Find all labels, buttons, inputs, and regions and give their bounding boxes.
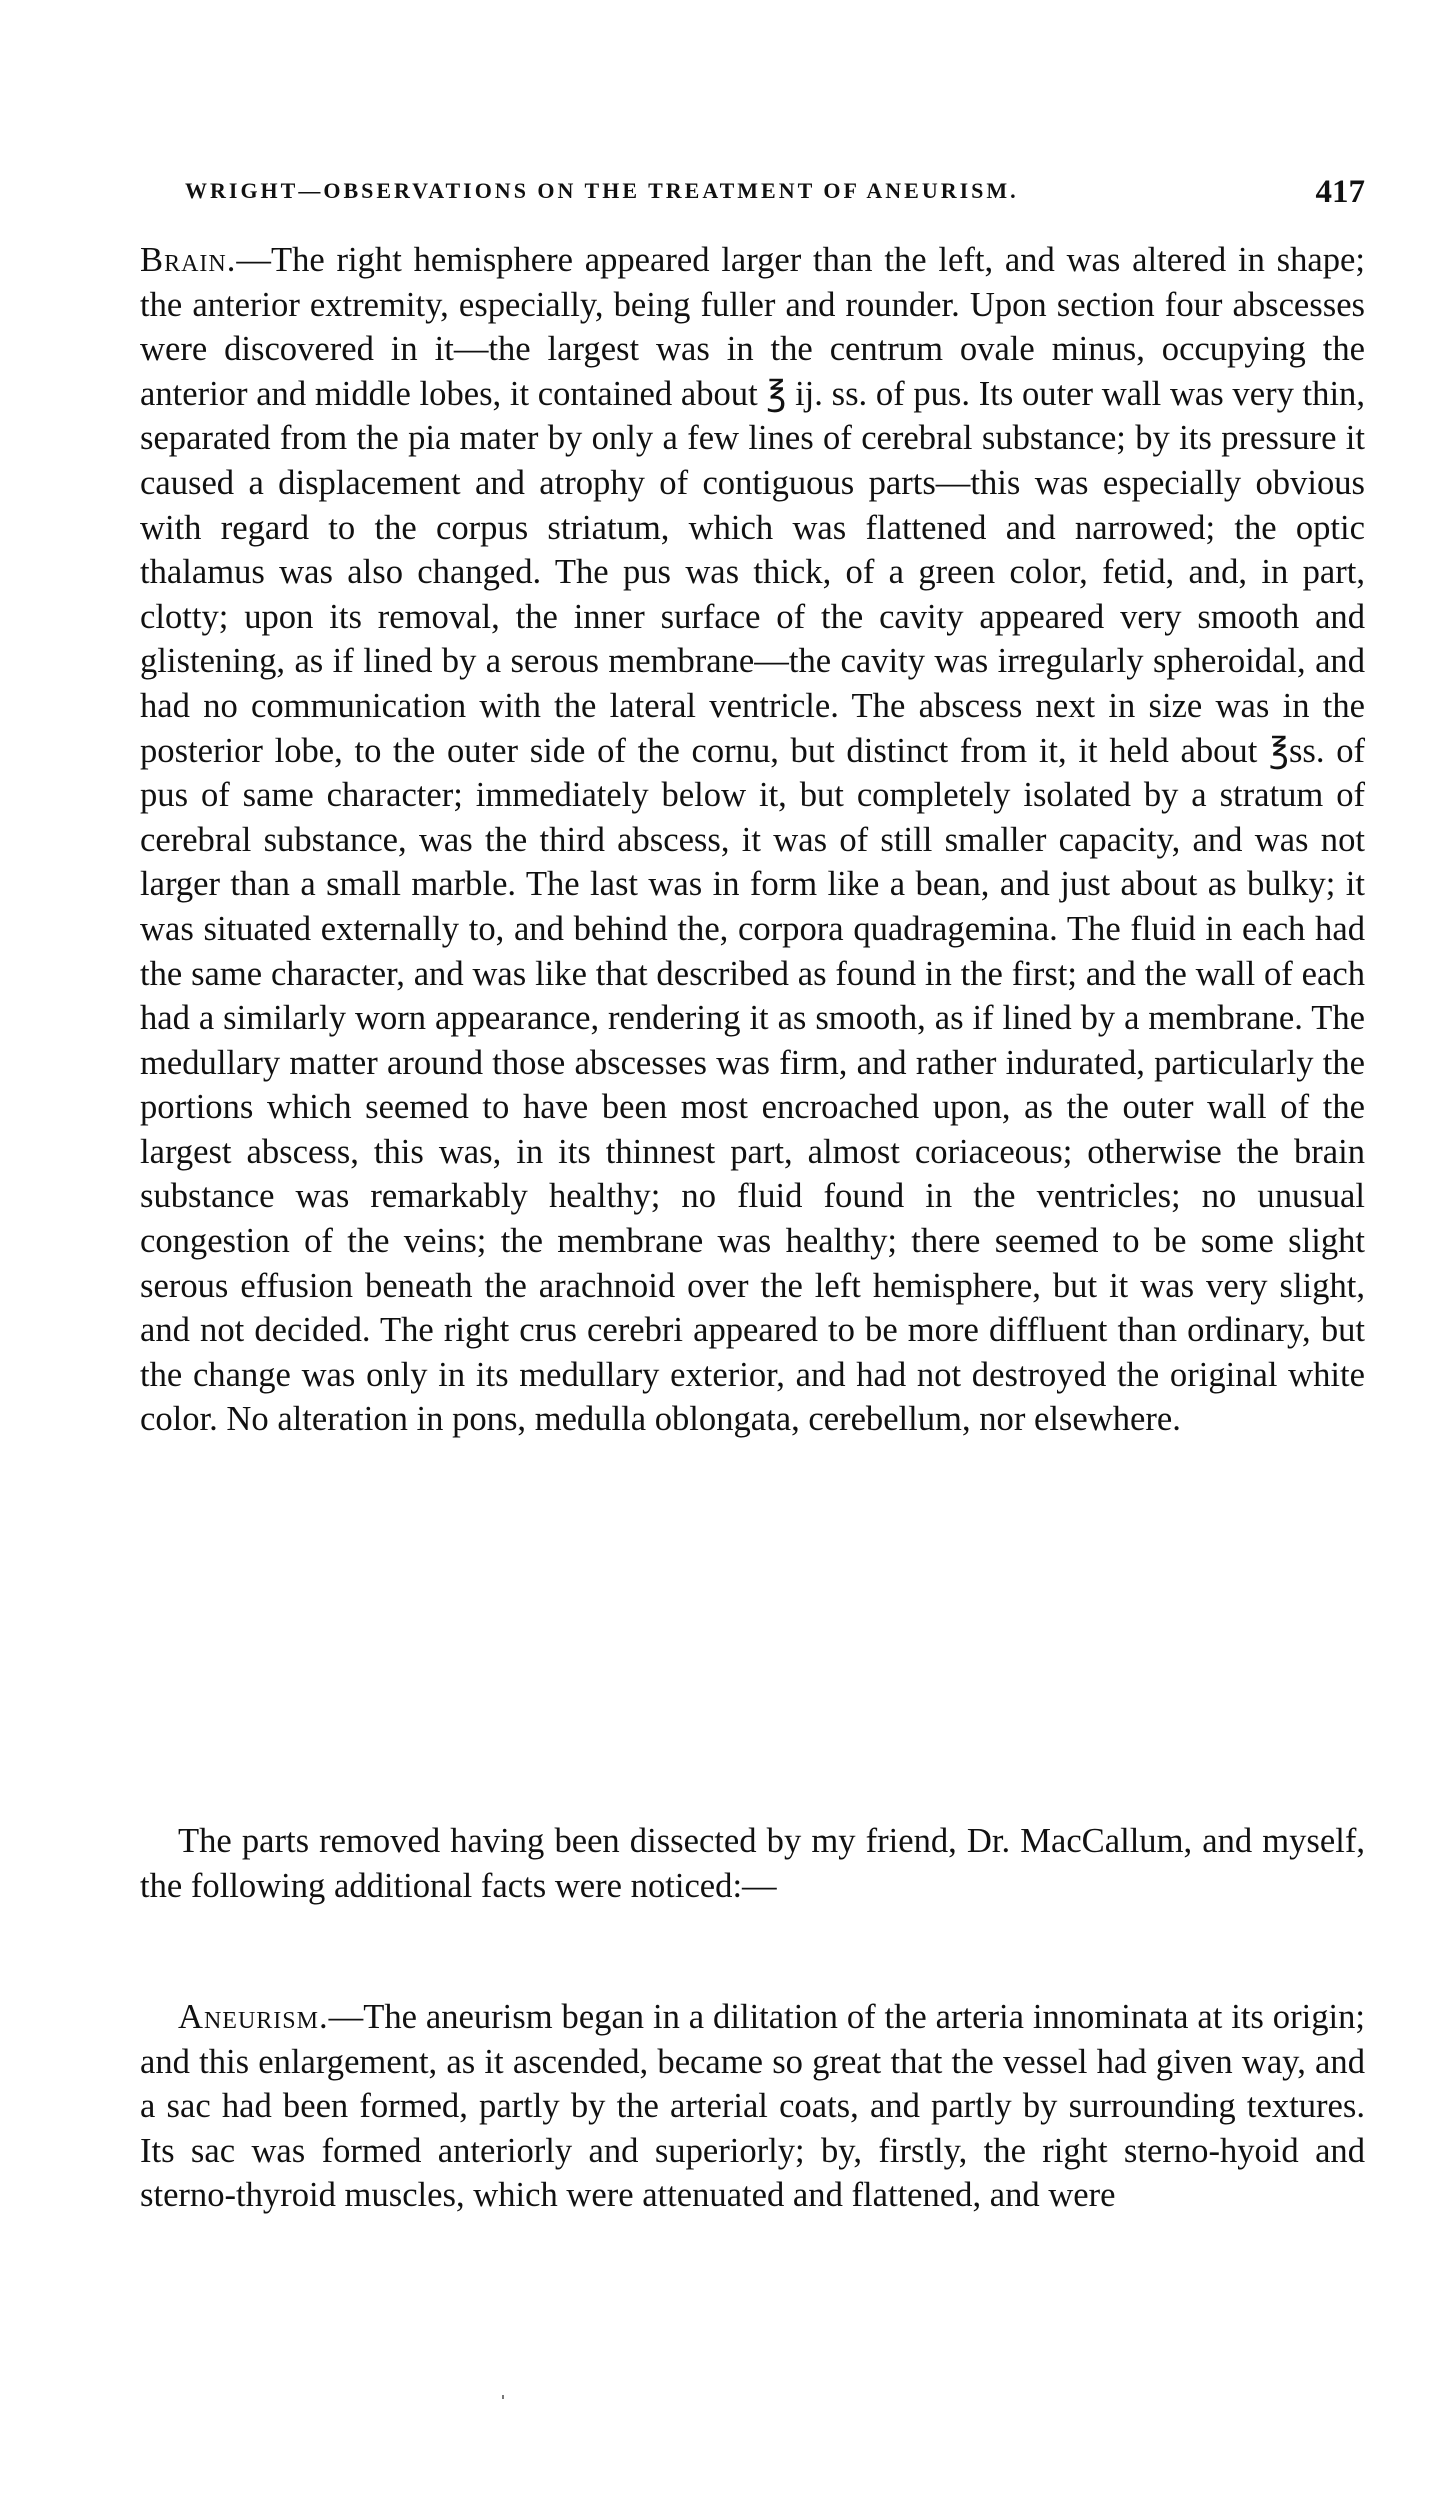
paragraph-text: —The right hemisphere appeared larger than the left, and was altered in shape; the anterior extremity, especially, being fuller and rounder. Upon section four abscesses were discovered in it—the largest was in the centrum ovale minus, occupying the anterior and middle lobes, it contained about ℥ ij. ss. of pus. Its outer wall was very thin, separated from the pia mater by only a few lines of cerebral substance; by its pressure it caused a displacement and atrophy of contiguous parts—this was especially obvious with regard to the corpus striatum, which was flattened and narrowed; the optic thalamus was also changed. The pus was thick, of a green color, fetid, and, in part, clotty; upon its removal, the inner surface of the cavity appeared very smooth and glistening, as if lined by a serous membrane—the cavity was irregularly spheroidal, and had no communication with the lateral ventricle. The abscess next in size was in the posterior lobe, to the outer side of the cornu, but distinct from it, it held about ℥ss. of pus of same character; immediately below it, but completely isolated by a stratum of cerebral substance, was the third abscess, it was of still smaller capacity, and was not larger than a small marble. The last was in form like a bean, and just about as bulky; it was situated externally to, and behind the, corpora quadragemina. The fluid in each had the same character, and was like that described as found in the first; and the wall of each had a similarly worn appearance, rendering it as smooth, as if lined by a membrane. The medullary matter around those abscesses was firm, and rather indurated, particularly the portions which seemed to have been most encroached upon, as the outer wall of the largest abscess, this was, in its thinnest part, almost coriaceous; otherwise the brain substance was remarkably healthy; no fluid found in the ventricles; no unusual congestion of the veins; the membrane was healthy; there seemed to be some slight serous effusion beneath the arachnoid over the left hemisphere, but it was very slight, and not decided. The right crus cerebri appeared to be more diffluent than ordinary, but the change was only in its medullary exterior, and had not destroyed the original white color. No alteration in pons, medulla oblongata, cerebellum, nor elsewhere.: [140, 241, 1365, 1439]
paragraph-lead: Aneurism.: [178, 1998, 329, 2036]
paragraph-text: —The aneurism began in a dilitation of the arteria innominata at its origin; and this enlargement, as it ascended, became so great that the vessel had given way, and a sac had been formed, partly by the arterial coats, and partly by surrounding textures. Its sac was formed anteriorly and superiorly; by, firstly, the right sterno-hyoid and sterno-thyroid muscles, which were attenuated and flattened, and were: [140, 1998, 1365, 2215]
paragraph-aneurism: [140, 1995, 1365, 2218]
page-number: 417: [1315, 174, 1365, 210]
paragraph-lead: Brain.: [140, 241, 237, 279]
paragraph-dissection: [140, 1819, 1365, 1908]
print-speck: [502, 2395, 504, 2399]
running-head: WRIGHT—OBSERVATIONS ON THE TREATMENT OF ANEURISM.: [185, 178, 1019, 203]
paragraph-brain: [140, 238, 1365, 1442]
paragraph-text: The parts removed having been dissected by my friend, Dr. MacCallum, and myself, the following additional facts were noticed:—: [140, 1822, 1365, 1905]
page-header: [185, 174, 1365, 218]
